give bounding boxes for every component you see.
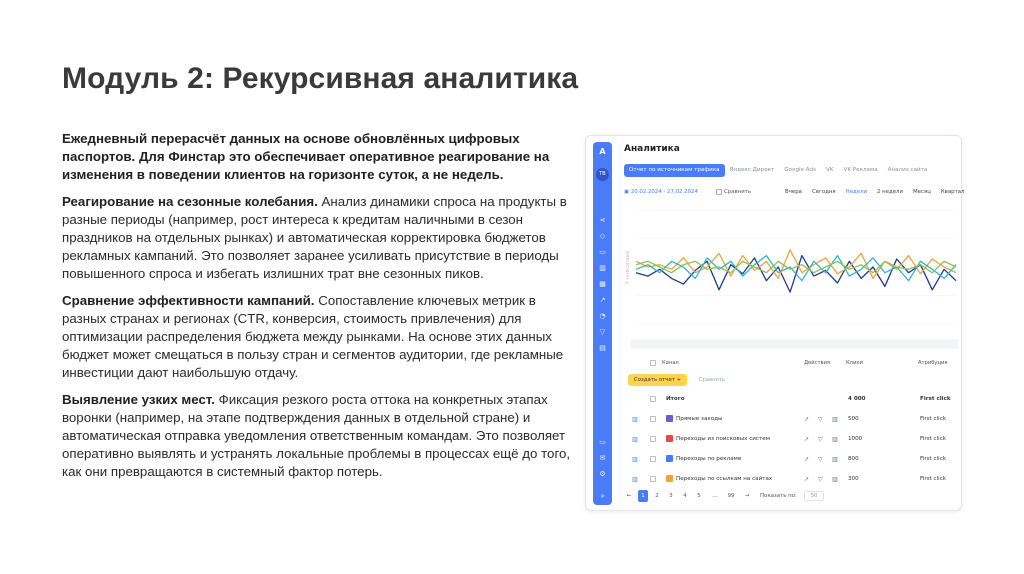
chart-action-icon[interactable]: ▥ bbox=[832, 436, 838, 443]
table-row-total bbox=[624, 390, 958, 409]
page-99[interactable]: 99 bbox=[727, 493, 735, 499]
per-page-select[interactable]: 50 bbox=[804, 491, 824, 501]
page-4[interactable]: 4 bbox=[683, 493, 687, 499]
compare-label: Сравнить bbox=[724, 189, 752, 195]
checkbox-icon bbox=[716, 189, 722, 195]
attribution-cell: First click bbox=[920, 476, 947, 482]
date-range-value: 20.02.2024 - 27.02.2024 bbox=[630, 189, 698, 195]
tab-vk[interactable]: VK bbox=[826, 167, 834, 173]
analytics-app-screenshot bbox=[585, 135, 965, 511]
period-month[interactable]: Месяц bbox=[913, 189, 931, 195]
next-page-icon[interactable]: → bbox=[744, 493, 750, 499]
grid-icon[interactable]: ▦ bbox=[599, 280, 606, 288]
bar-chart-icon[interactable]: ▥ bbox=[632, 456, 638, 463]
section-body: Фиксация резкого роста оттока на конкретных этапах воронки (например, на этапе подтверждения данных в отдельной стране) и автоматическая отправка уведомления ответственным командам. Это позволяет оперативно выявлять и устранять локальные проблемы в процессах ещё до того, как они превращаются в системный фактор потерь. bbox=[62, 391, 571, 480]
prev-page-icon[interactable]: ← bbox=[626, 493, 632, 499]
trend-action-icon[interactable]: ↗ bbox=[804, 456, 810, 463]
page-1[interactable]: 1 bbox=[638, 490, 648, 502]
trend-action-icon[interactable]: ↗ bbox=[804, 476, 810, 483]
period-2-weeks[interactable]: 2 недели bbox=[877, 189, 904, 195]
channel-name: Переходы по рекламе bbox=[676, 456, 742, 462]
channel-icon bbox=[666, 455, 673, 462]
app-logo[interactable]: A bbox=[599, 147, 606, 156]
clicks-cell: 300 bbox=[848, 476, 859, 482]
channel-cell bbox=[666, 410, 722, 429]
page-2[interactable]: 2 bbox=[655, 493, 659, 499]
tab-yandex-direct[interactable]: Яндекс Директ bbox=[729, 167, 775, 173]
channel-icon bbox=[666, 475, 673, 482]
row-checkbox[interactable] bbox=[650, 396, 656, 402]
channel-cell bbox=[666, 450, 741, 469]
section-body: Анализ динамики спроса на продукты в разные периоды (например, рост интереса к кредитам наличными в сезон праздников на отдельных рынках) и автоматическая корректировка бюджетов рекламных кампаний. Это позволяет заранее усиливать присутствие в периоды повышенного спроса и избегать излишних трат вне сезонных пиков. bbox=[62, 193, 567, 282]
bar-chart-icon[interactable]: ▥ bbox=[632, 436, 638, 443]
period-week[interactable]: Недели bbox=[845, 189, 868, 195]
filter-action-icon[interactable]: ▽ bbox=[818, 416, 823, 423]
bar-chart-icon[interactable]: ▥ bbox=[632, 476, 638, 483]
settings-icon[interactable]: ⚙ bbox=[599, 470, 606, 478]
channel-icon bbox=[666, 435, 673, 442]
chart-y-axis-label: Y vertical label bbox=[626, 250, 631, 284]
trend-action-icon[interactable]: ↗ bbox=[804, 436, 810, 443]
chart-svg bbox=[630, 206, 958, 328]
chart-icon[interactable]: ▥ bbox=[599, 264, 606, 272]
chart-range-scrollbar[interactable] bbox=[630, 339, 958, 349]
calendar-icon: ▣ bbox=[624, 189, 631, 195]
total-attribution: First click bbox=[920, 396, 951, 402]
period-today[interactable]: Сегодня bbox=[811, 189, 836, 195]
table-row[interactable] bbox=[624, 450, 958, 469]
row-checkbox[interactable] bbox=[650, 436, 656, 442]
clicks-cell: 800 bbox=[848, 456, 859, 462]
section-bottlenecks bbox=[62, 391, 574, 482]
attribution-cell: First click bbox=[920, 436, 947, 442]
page-3[interactable]: 3 bbox=[669, 493, 673, 499]
col-attribution[interactable]: Атрибуция bbox=[918, 360, 948, 366]
filter-action-icon[interactable]: ▽ bbox=[818, 476, 823, 483]
per-page-label: Показать по: bbox=[760, 493, 797, 499]
intro-text: Ежедневный перерасчёт данных на основе обновлённых цифровых паспортов. Для Финстар это обеспечивает оперативное реагирование на изменения в поведении клиентов на горизонте суток, а не недель. bbox=[62, 131, 550, 183]
filter-action-icon[interactable]: ▽ bbox=[818, 436, 823, 443]
tab-site-analysis[interactable]: Анализ сайта bbox=[887, 167, 928, 173]
chart-action-icon[interactable]: ▥ bbox=[832, 456, 838, 463]
clicks-cell: 500 bbox=[848, 416, 859, 422]
section-heading: Выявление узких мест. bbox=[62, 391, 215, 407]
channel-icon bbox=[666, 415, 673, 422]
share-icon[interactable]: ⋖ bbox=[599, 216, 606, 224]
table-row[interactable] bbox=[624, 470, 958, 489]
diamond-icon[interactable]: ◇ bbox=[599, 232, 606, 240]
section-campaigns bbox=[62, 292, 574, 383]
attribution-cell: First click bbox=[920, 416, 947, 422]
total-clicks: 4 000 bbox=[848, 396, 866, 402]
channel-cell bbox=[666, 430, 770, 449]
channel-cell bbox=[666, 470, 772, 489]
section-body: Сопоставление ключевых метрик в разных странах и регионах (CTR, конверсия, стоимость привлечения) для оптимизации распределения бюджета между рынками. На основе этих данных бюджет может смещаться в пользу стран и сегментов аудитории, где рекламные инвестиции дают наибольшую отдачу. bbox=[62, 292, 564, 381]
compare-checkbox[interactable] bbox=[716, 186, 751, 198]
mail-icon[interactable]: ✉ bbox=[599, 454, 606, 462]
bar-chart-icon[interactable]: ▥ bbox=[632, 416, 638, 423]
table-row[interactable] bbox=[624, 410, 958, 429]
chart-action-icon[interactable]: ▥ bbox=[832, 476, 838, 483]
col-actions: Действия bbox=[804, 360, 831, 366]
section-heading: Реагирование на сезонные колебания. bbox=[62, 193, 318, 209]
tab-traffic-sources[interactable]: Отчет по источникам трафика bbox=[624, 164, 725, 177]
slide-body bbox=[62, 130, 574, 490]
page-ellipsis: ... bbox=[712, 493, 718, 499]
app-sidebar bbox=[593, 142, 612, 505]
tab-google-ads[interactable]: Google Ads bbox=[784, 167, 816, 173]
intro-paragraph bbox=[62, 130, 574, 185]
row-checkbox[interactable] bbox=[650, 476, 656, 482]
row-checkbox[interactable] bbox=[650, 456, 656, 462]
period-yesterday[interactable]: Вчера bbox=[785, 189, 802, 195]
channel-name: Переходы по ссылкам на сайтах bbox=[676, 476, 773, 482]
line-chart bbox=[626, 206, 958, 328]
compare-button[interactable]: Сравнить bbox=[699, 377, 725, 383]
page-5[interactable]: 5 bbox=[697, 493, 701, 499]
screen-icon[interactable]: ▭ bbox=[599, 438, 606, 446]
section-heading: Сравнение эффективности кампаний. bbox=[62, 292, 315, 308]
user-avatar[interactable]: TB bbox=[596, 168, 609, 181]
chart-action-icon[interactable]: ▥ bbox=[832, 416, 838, 423]
filter-action-icon[interactable]: ▽ bbox=[818, 456, 823, 463]
select-all-checkbox[interactable] bbox=[650, 360, 656, 366]
tab-vk-ads[interactable]: VK Реклама bbox=[843, 167, 878, 173]
period-switcher bbox=[780, 186, 969, 198]
app-title: Аналитика bbox=[624, 144, 680, 154]
table-row[interactable] bbox=[624, 430, 958, 449]
filter-row bbox=[624, 186, 965, 198]
filter-icon[interactable]: ▽ bbox=[599, 328, 606, 336]
card-icon[interactable]: ▭ bbox=[599, 248, 606, 256]
date-range-picker[interactable] bbox=[624, 186, 698, 198]
pie-icon[interactable]: ◔ bbox=[599, 312, 606, 320]
table-header bbox=[624, 358, 958, 369]
period-quarter[interactable]: Квартал bbox=[940, 189, 965, 195]
create-report-button[interactable]: Создать отчет + bbox=[628, 374, 687, 386]
trend-action-icon[interactable]: ↗ bbox=[804, 416, 810, 423]
row-checkbox[interactable] bbox=[650, 416, 656, 422]
col-clicks[interactable]: Клики bbox=[846, 360, 863, 366]
expand-icon[interactable]: » bbox=[600, 492, 605, 500]
slide-title: Модуль 2: Рекурсивная аналитика bbox=[62, 62, 579, 95]
clicks-cell: 1000 bbox=[848, 436, 863, 442]
channel-name: Прямые заходы bbox=[676, 416, 723, 422]
channel-name: Переходы из поисковых систем bbox=[676, 436, 770, 442]
col-channel[interactable]: Канал bbox=[662, 360, 679, 366]
attribution-cell: First click bbox=[920, 456, 947, 462]
document-icon[interactable]: ▤ bbox=[599, 344, 606, 352]
trend-icon[interactable]: ↗ bbox=[599, 296, 606, 304]
section-seasonal bbox=[62, 193, 574, 284]
tab-bar bbox=[624, 164, 932, 177]
total-label: Итого bbox=[666, 396, 685, 402]
